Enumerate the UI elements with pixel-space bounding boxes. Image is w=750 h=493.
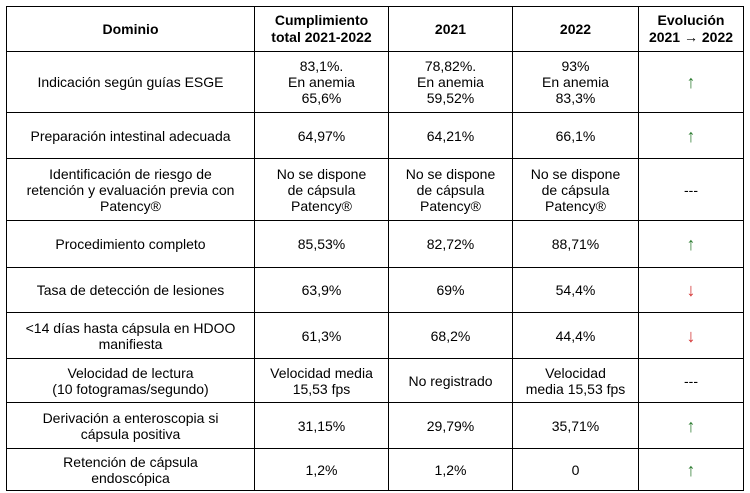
table-row <box>7 159 744 221</box>
cell-line: 1,2% <box>434 461 467 478</box>
table-row <box>7 113 744 159</box>
dash: --- <box>684 181 698 198</box>
cell-2021 <box>389 268 513 313</box>
cell-line: Preparación intestinal adecuada <box>30 127 231 144</box>
cell-line: 35,71% <box>551 417 600 434</box>
table-row <box>7 359 744 403</box>
cell-line: Patency® <box>545 197 606 214</box>
cell-2022 <box>513 449 639 491</box>
cell-line: 65,6% <box>301 90 342 106</box>
cell-2021 <box>389 159 513 221</box>
cell-2022 <box>513 159 639 221</box>
cell-line: 78,82%. <box>424 58 477 74</box>
cell-line: 0 <box>571 461 580 478</box>
cell-line: 64,21% <box>426 127 475 144</box>
cell-line: cápsula positiva <box>80 425 181 442</box>
cell-line: de cápsula <box>287 181 356 198</box>
cell-line: media 15,53 fps <box>525 380 626 397</box>
cell-line: 59,52% <box>426 90 475 106</box>
table-row <box>7 221 744 268</box>
cell-evolution <box>639 313 744 359</box>
up-arrow-icon: ↑ <box>686 125 696 146</box>
cell-line: 29,79% <box>426 417 475 434</box>
cell-line: No se dispone <box>276 165 367 182</box>
header-evolution-line2: 2021 → 2022 <box>648 29 734 45</box>
cell-domain <box>7 313 255 359</box>
cell-2022 <box>513 313 639 359</box>
up-arrow-icon: ↑ <box>686 234 696 254</box>
cell-evolution <box>639 359 744 403</box>
table-row <box>7 403 744 449</box>
cell-line: Identificación de riesgo de <box>49 165 212 182</box>
cell-line: 93% <box>561 58 590 74</box>
cell-evolution <box>639 113 744 159</box>
header-total-line1: Cumplimiento <box>274 12 369 28</box>
cell-line: Procedimiento completo <box>55 236 206 252</box>
cell-line: 88,71% <box>551 236 600 252</box>
cell-line: Derivación a enteroscopia si <box>42 409 219 426</box>
cell-2021 <box>389 449 513 491</box>
down-arrow-icon: ↓ <box>686 280 696 300</box>
table-row <box>7 313 744 359</box>
cell-evolution <box>639 159 744 221</box>
header-2022: 2022 <box>513 7 639 52</box>
cell-total <box>255 359 389 403</box>
header-2021: 2021 <box>389 7 513 52</box>
header-total-line2: total 2021-2022 <box>271 29 372 45</box>
cell-2022 <box>513 359 639 403</box>
cell-line: 1,2% <box>305 461 338 478</box>
cell-2022 <box>513 221 639 268</box>
cell-line: Velocidad de lectura <box>67 364 194 381</box>
header-evolution <box>639 7 744 52</box>
down-arrow-icon: ↓ <box>686 325 696 346</box>
cell-line: Patency® <box>420 197 481 214</box>
cell-domain <box>7 52 255 113</box>
cell-line: (10 fotogramas/segundo) <box>52 380 209 397</box>
table-body <box>7 52 744 491</box>
cell-line: <14 días hasta cápsula en HDOO <box>25 319 236 336</box>
cell-total <box>255 113 389 159</box>
cell-2021 <box>389 52 513 113</box>
cell-line: No registrado <box>408 372 493 389</box>
cell-line: En anemia <box>542 74 609 90</box>
cell-line: 64,97% <box>297 127 346 144</box>
header-total <box>255 7 389 52</box>
cell-line: 15,53 fps <box>292 380 351 397</box>
up-arrow-icon: ↑ <box>686 415 696 436</box>
cell-line: de cápsula <box>416 181 485 198</box>
cell-total <box>255 159 389 221</box>
cell-total <box>255 221 389 268</box>
cell-total <box>255 449 389 491</box>
dash: --- <box>684 372 698 389</box>
cell-line: Retención de cápsula <box>63 453 198 470</box>
cell-total <box>255 403 389 449</box>
cell-line: 68,2% <box>430 327 471 344</box>
cell-2021 <box>389 221 513 268</box>
cell-line: Patency® <box>100 197 161 214</box>
header-evolution-line1: Evolución <box>657 12 725 28</box>
cell-line: Velocidad <box>545 364 606 381</box>
results-table <box>6 6 744 491</box>
cell-line: No se dispone <box>405 165 496 182</box>
cell-line: 85,53% <box>297 236 346 252</box>
cell-2022 <box>513 113 639 159</box>
table-row <box>7 268 744 313</box>
cell-2022 <box>513 52 639 113</box>
cell-line: 44,4% <box>555 327 596 344</box>
cell-evolution <box>639 52 744 113</box>
cell-evolution <box>639 403 744 449</box>
cell-evolution <box>639 449 744 491</box>
cell-2021 <box>389 313 513 359</box>
header-row <box>7 7 744 52</box>
up-arrow-icon: ↑ <box>686 459 696 480</box>
cell-line: endoscópica <box>91 469 170 486</box>
cell-total <box>255 268 389 313</box>
cell-line: En anemia <box>417 74 484 90</box>
cell-line: Indicación según guías ESGE <box>37 74 224 90</box>
cell-line: 83,3% <box>555 90 596 106</box>
cell-line: 54,4% <box>555 282 596 298</box>
up-arrow-icon: ↑ <box>686 72 696 92</box>
cell-total <box>255 52 389 113</box>
cell-line: manifiesta <box>98 335 163 352</box>
cell-evolution <box>639 221 744 268</box>
cell-line: 61,3% <box>301 327 342 344</box>
cell-line: 83,1%. <box>299 58 344 74</box>
results-table-container <box>6 6 744 491</box>
cell-2021 <box>389 403 513 449</box>
cell-2022 <box>513 268 639 313</box>
cell-evolution <box>639 268 744 313</box>
cell-2021 <box>389 359 513 403</box>
cell-domain <box>7 221 255 268</box>
cell-domain <box>7 113 255 159</box>
cell-2022 <box>513 403 639 449</box>
cell-line: Velocidad media <box>270 364 373 381</box>
table-row <box>7 52 744 113</box>
cell-line: 31,15% <box>297 417 346 434</box>
cell-line: 82,72% <box>426 236 475 252</box>
table-row <box>7 449 744 491</box>
cell-domain <box>7 403 255 449</box>
cell-line: Patency® <box>291 197 352 214</box>
cell-line: No se dispone <box>530 165 621 182</box>
cell-2021 <box>389 113 513 159</box>
cell-domain <box>7 449 255 491</box>
cell-line: 66,1% <box>555 127 596 144</box>
cell-domain <box>7 159 255 221</box>
cell-line: 63,9% <box>301 282 342 298</box>
header-domain: Dominio <box>7 7 255 52</box>
cell-line: retención y evaluación previa con <box>26 181 235 198</box>
cell-line: de cápsula <box>541 181 610 198</box>
cell-domain <box>7 359 255 403</box>
cell-total <box>255 313 389 359</box>
cell-line: En anemia <box>288 74 355 90</box>
cell-line: 69% <box>436 282 465 298</box>
cell-line: Tasa de detección de lesiones <box>36 282 225 298</box>
cell-domain <box>7 268 255 313</box>
